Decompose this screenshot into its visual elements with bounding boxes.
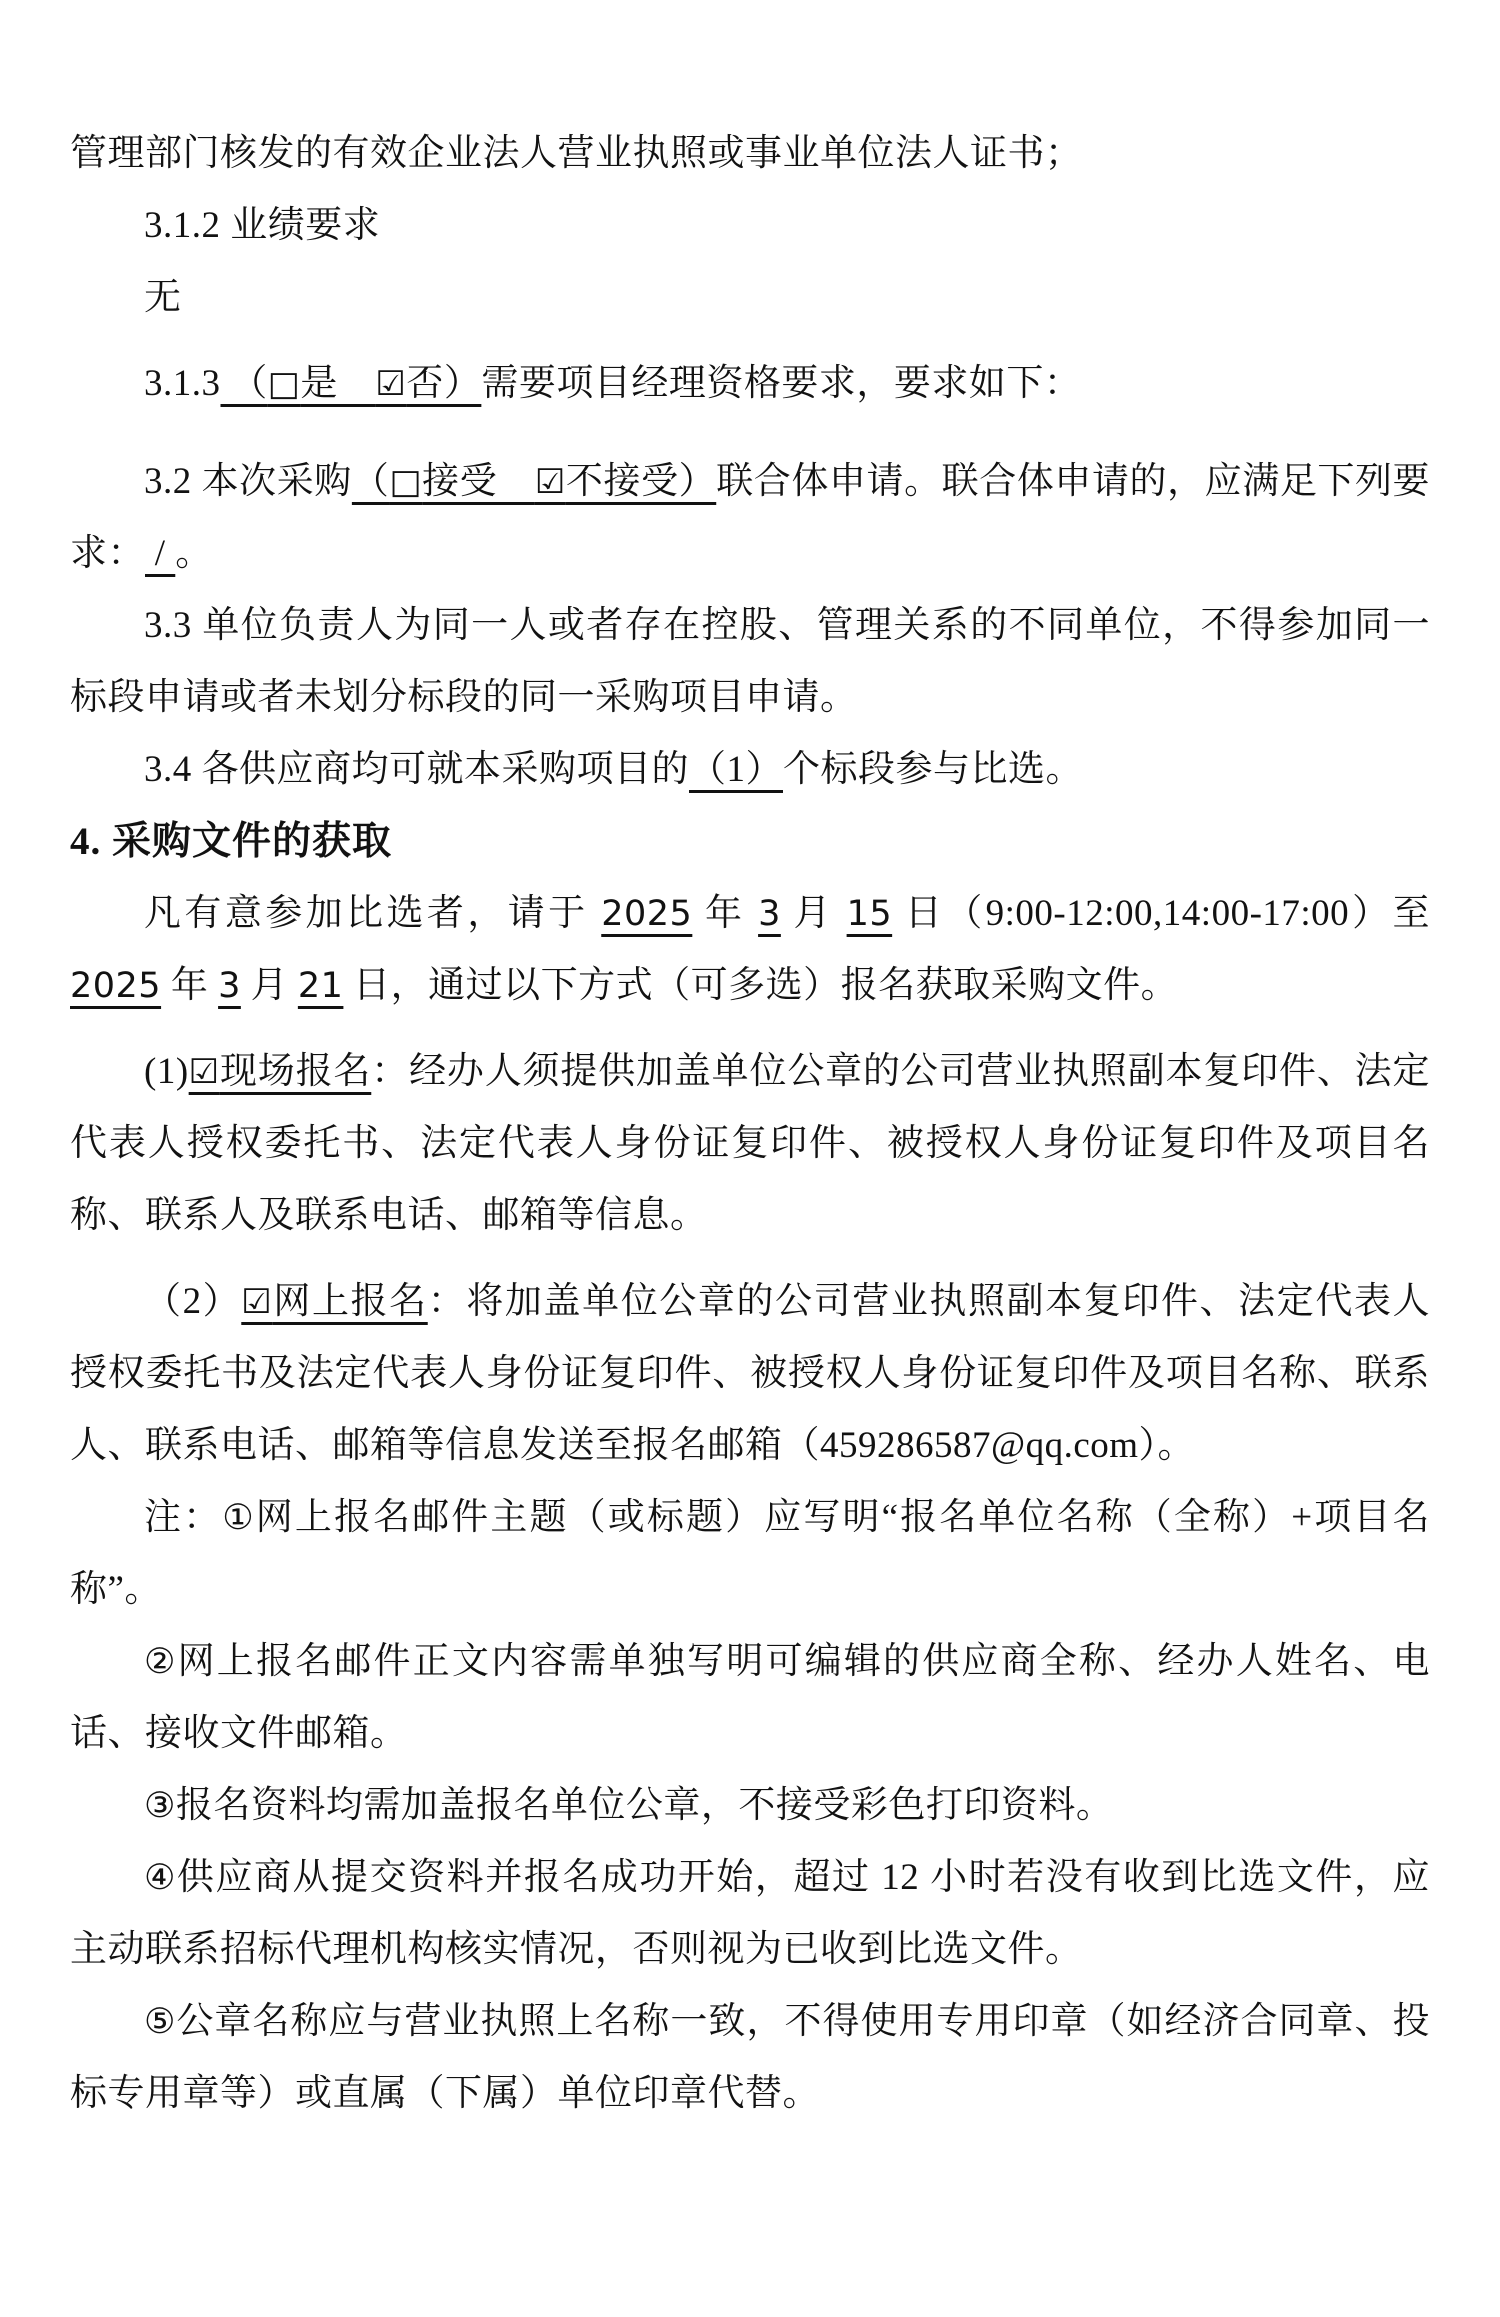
line-license-continuation bbox=[70, 118, 1430, 190]
checkbox-checked-icon: ☑ bbox=[375, 364, 407, 404]
end-day: 21 bbox=[297, 966, 344, 1006]
checkbox-unchecked-icon: □ bbox=[267, 364, 301, 404]
text-run: 否） bbox=[406, 363, 482, 404]
text-run: 公章名称应与营业执照上名称一致，不得使用专用印章（如经济合同章、投标专用章等）或直属（下属）单位印章代替。 bbox=[70, 2001, 1430, 2114]
circled-number-1: ① bbox=[222, 1498, 256, 1538]
text-run: 个标段参与比选。 bbox=[783, 749, 1083, 790]
text-run: 。 bbox=[175, 533, 213, 574]
clause-3-2 bbox=[70, 446, 1430, 590]
heading-text: 4. 采购文件的获取 bbox=[70, 820, 393, 863]
note-item-3 bbox=[70, 1770, 1430, 1842]
checkbox-checked-icon: ☑ bbox=[188, 1052, 220, 1092]
text-run: 3.4 各供应商均可就本采购项目的 bbox=[144, 749, 689, 790]
text-run: ：将加盖单位公章的公司营业执照副本复印件、法定代表人授权委托书及法定代表人身份证复印件、被授权人身份证复印件及项目名称、联系人、联系电话、邮箱等信息发送至报名邮箱（ bbox=[70, 1281, 1431, 1466]
text-run: 日，通过以下方式（可多选）报名获取采购文件。 bbox=[343, 965, 1179, 1006]
text-run: 3.2 本次采购 bbox=[144, 461, 352, 502]
text-run: 年 bbox=[692, 893, 759, 934]
paragraph-onsite-registration bbox=[70, 1036, 1430, 1252]
text-run: 凡有意参加比选者，请于 bbox=[144, 893, 602, 934]
text-run: 3.3 单位负责人为同一人或者存在控股、管理关系的不同单位，不得参加同一标段申请或者未划分标段的同一采购项目申请。 bbox=[70, 605, 1430, 718]
circled-number-3: ③ bbox=[144, 1786, 176, 1826]
text-run: 联合体申请。联合体申请的，应满足下列要求： bbox=[70, 461, 1431, 574]
clause-3-1-2-title bbox=[70, 190, 1430, 262]
checkbox-checked-icon: ☑ bbox=[534, 462, 566, 502]
text-run: 年 bbox=[161, 965, 219, 1006]
text-run: 3.1.3 bbox=[144, 363, 221, 404]
email-address: 459286587@qq.com bbox=[820, 1425, 1139, 1466]
text-run: 需要项目经理资格要求，要求如下： bbox=[481, 363, 1082, 404]
circled-number-5: ⑤ bbox=[144, 2002, 177, 2042]
section-count-value: （1） bbox=[689, 749, 783, 790]
text-run: 网上报名邮件主题（或标题）应写明“报名单位名称（全称）+项目名称”。 bbox=[70, 1497, 1430, 1610]
end-year: 2025 bbox=[70, 966, 162, 1006]
text-run: 月 bbox=[780, 893, 847, 934]
text-run: 无 bbox=[144, 277, 182, 318]
text-run: （ bbox=[220, 363, 268, 404]
text-run: 日（9:00-12:00,14:00-17:00）至 bbox=[892, 893, 1431, 934]
heading-section-4 bbox=[70, 806, 1430, 878]
text-run: 接受 bbox=[422, 461, 535, 502]
text-run: 管理部门核发的有效企业法人营业执照或事业单位法人证书； bbox=[70, 133, 1083, 174]
checkbox-checked-icon: ☑ bbox=[241, 1282, 273, 1322]
blank-fill-slash: / bbox=[145, 533, 176, 574]
clause-3-1-2-value bbox=[70, 262, 1430, 334]
text-run: （2） bbox=[144, 1281, 242, 1322]
text-run: 3.1.2 业绩要求 bbox=[144, 205, 381, 246]
text-run: 注： bbox=[144, 1497, 223, 1538]
text-run: ：经办人须提供加盖单位公章的公司营业执照副本复印件、法定代表人授权委托书、法定代表人身份证复印件、被授权人身份证复印件及项目名称、联系人及联系电话、邮箱等信息。 bbox=[70, 1051, 1431, 1236]
note-item-2 bbox=[70, 1626, 1430, 1770]
text-run: (1) bbox=[144, 1051, 189, 1092]
clause-3-3 bbox=[70, 590, 1430, 734]
clause-3-1-3 bbox=[70, 348, 1430, 420]
online-registration-label: 网上报名 bbox=[272, 1281, 428, 1322]
onsite-registration-label: 现场报名 bbox=[219, 1051, 372, 1092]
paragraph-online-registration bbox=[70, 1266, 1430, 1482]
text-run: 供应商从提交资料并报名成功开始，超过 12 小时若没有收到比选文件，应主动联系招标代理机构核实情况，否则视为已收到比选文件。 bbox=[70, 1857, 1430, 1970]
text-run: ）。 bbox=[1138, 1425, 1196, 1466]
note-item-4 bbox=[70, 1842, 1430, 1986]
text-run: 网上报名邮件正文内容需单独写明可编辑的供应商全称、经办人姓名、电话、接收文件邮箱。 bbox=[70, 1641, 1430, 1754]
start-year: 2025 bbox=[601, 894, 693, 934]
text-run: 是 bbox=[300, 363, 376, 404]
text-run: 报名资料均需加盖报名单位公章，不接受彩色打印资料。 bbox=[175, 1785, 1114, 1826]
note-item-1 bbox=[70, 1482, 1430, 1626]
text-run: 月 bbox=[240, 965, 298, 1006]
circled-number-4: ④ bbox=[144, 1858, 177, 1898]
paragraph-registration-period bbox=[70, 878, 1430, 1022]
end-month: 3 bbox=[218, 966, 241, 1006]
clause-3-4 bbox=[70, 734, 1430, 806]
text-run: 不接受） bbox=[565, 461, 717, 502]
circled-number-2: ② bbox=[144, 1642, 178, 1682]
checkbox-unchecked-icon: □ bbox=[389, 462, 423, 502]
text-run: （ bbox=[351, 461, 390, 502]
note-item-5 bbox=[70, 1986, 1430, 2130]
start-month: 3 bbox=[758, 894, 781, 934]
start-day: 15 bbox=[846, 894, 893, 934]
